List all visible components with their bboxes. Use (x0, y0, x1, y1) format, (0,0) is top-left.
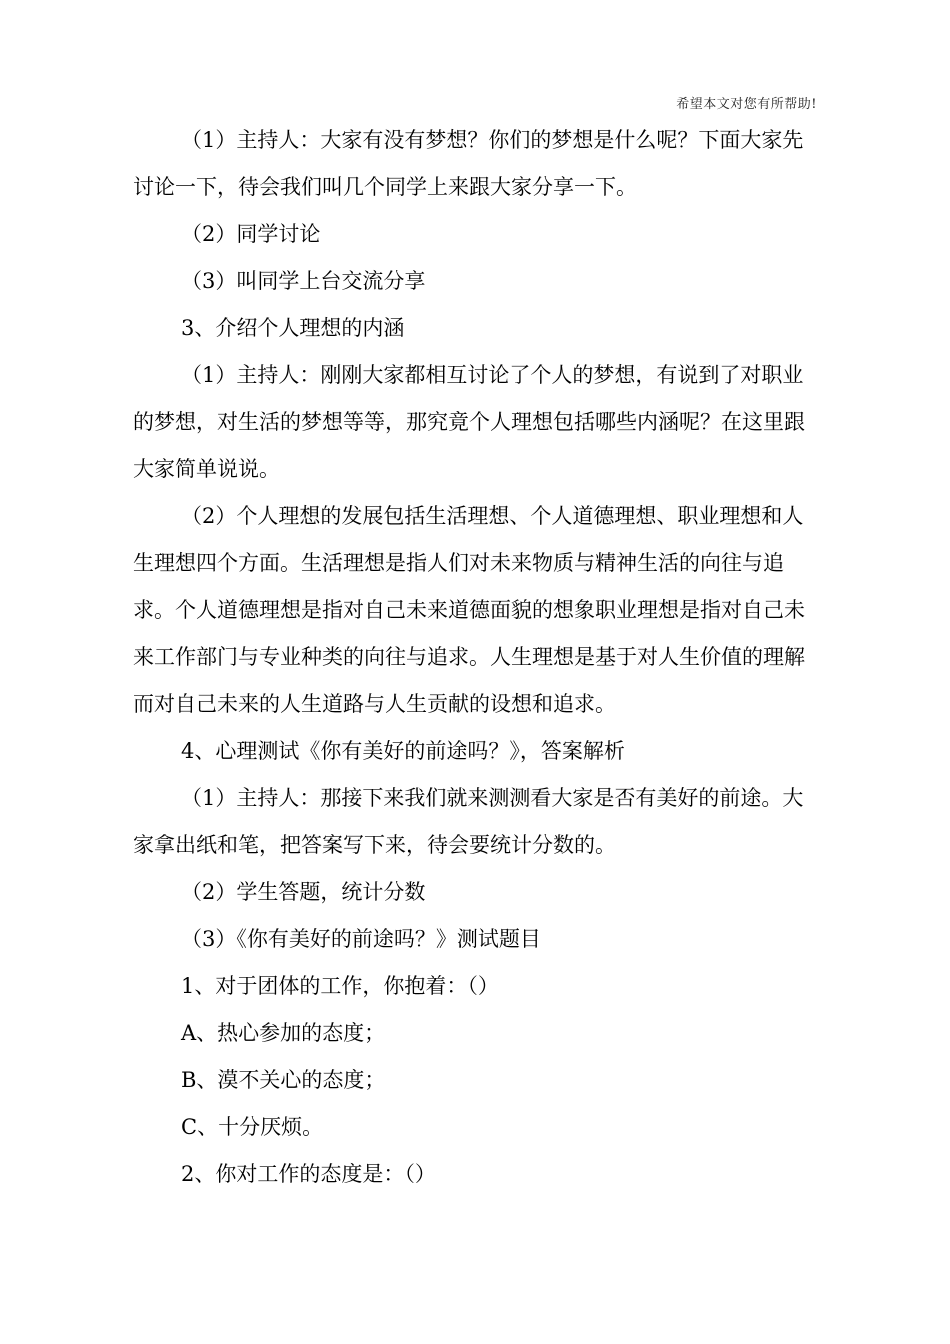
section-heading: 4、心理测试《你有美好的前途吗？》，答案解析 (181, 739, 625, 763)
answer-option: C、十分厌烦。 (181, 1115, 324, 1139)
document-body (133, 117, 813, 1198)
answer-option: A、热心参加的态度； (181, 1021, 386, 1045)
paragraph: （1）主持人：大家有没有梦想？你们的梦想是什么呢？下面大家先讨论一下，待会我们叫几个同学上来跟大家分享一下。 (133, 128, 804, 199)
paragraph: （1）主持人：刚刚大家都相互讨论了个人的梦想，有说到了对职业的梦想，对生活的梦想等等，那究竟个人理想包括哪些内涵呢？在这里跟大家简单说说。 (133, 363, 805, 481)
paragraph: （2）个人理想的发展包括生活理想、个人道德理想、职业理想和人生理想四个方面。生活理想是指人们对未来物质与精神生活的向往与追求。个人道德理想是指对自己未来道德面貌的想象职业理想是指对自己未来工作部门与专业种类的向往与追求。人生理想是基于对人生价值的理解而对自己未来的人生道路与人生贡献的设想和追求。 (133, 504, 805, 716)
paragraph: （1）主持人：那接下来我们就来测测看大家是否有美好的前途。大家拿出纸和笔，把答案写下来，待会要统计分数的。 (133, 786, 804, 857)
section-heading: 3、介绍个人理想的内涵 (181, 316, 405, 340)
answer-option: B、漠不关心的态度； (181, 1068, 386, 1092)
paragraph: （3）叫同学上台交流分享 (181, 269, 426, 293)
paragraph: （2）同学讨论 (181, 222, 321, 246)
paragraph: （2）学生答题，统计分数 (181, 880, 426, 904)
question: 1、对于团体的工作，你抱着：（） (181, 974, 499, 998)
header-note: 希望本文对您有所帮助! (676, 97, 817, 112)
paragraph: （3）《你有美好的前途吗？》测试题目 (181, 927, 541, 951)
question: 2、你对工作的态度是：（） (181, 1162, 436, 1186)
